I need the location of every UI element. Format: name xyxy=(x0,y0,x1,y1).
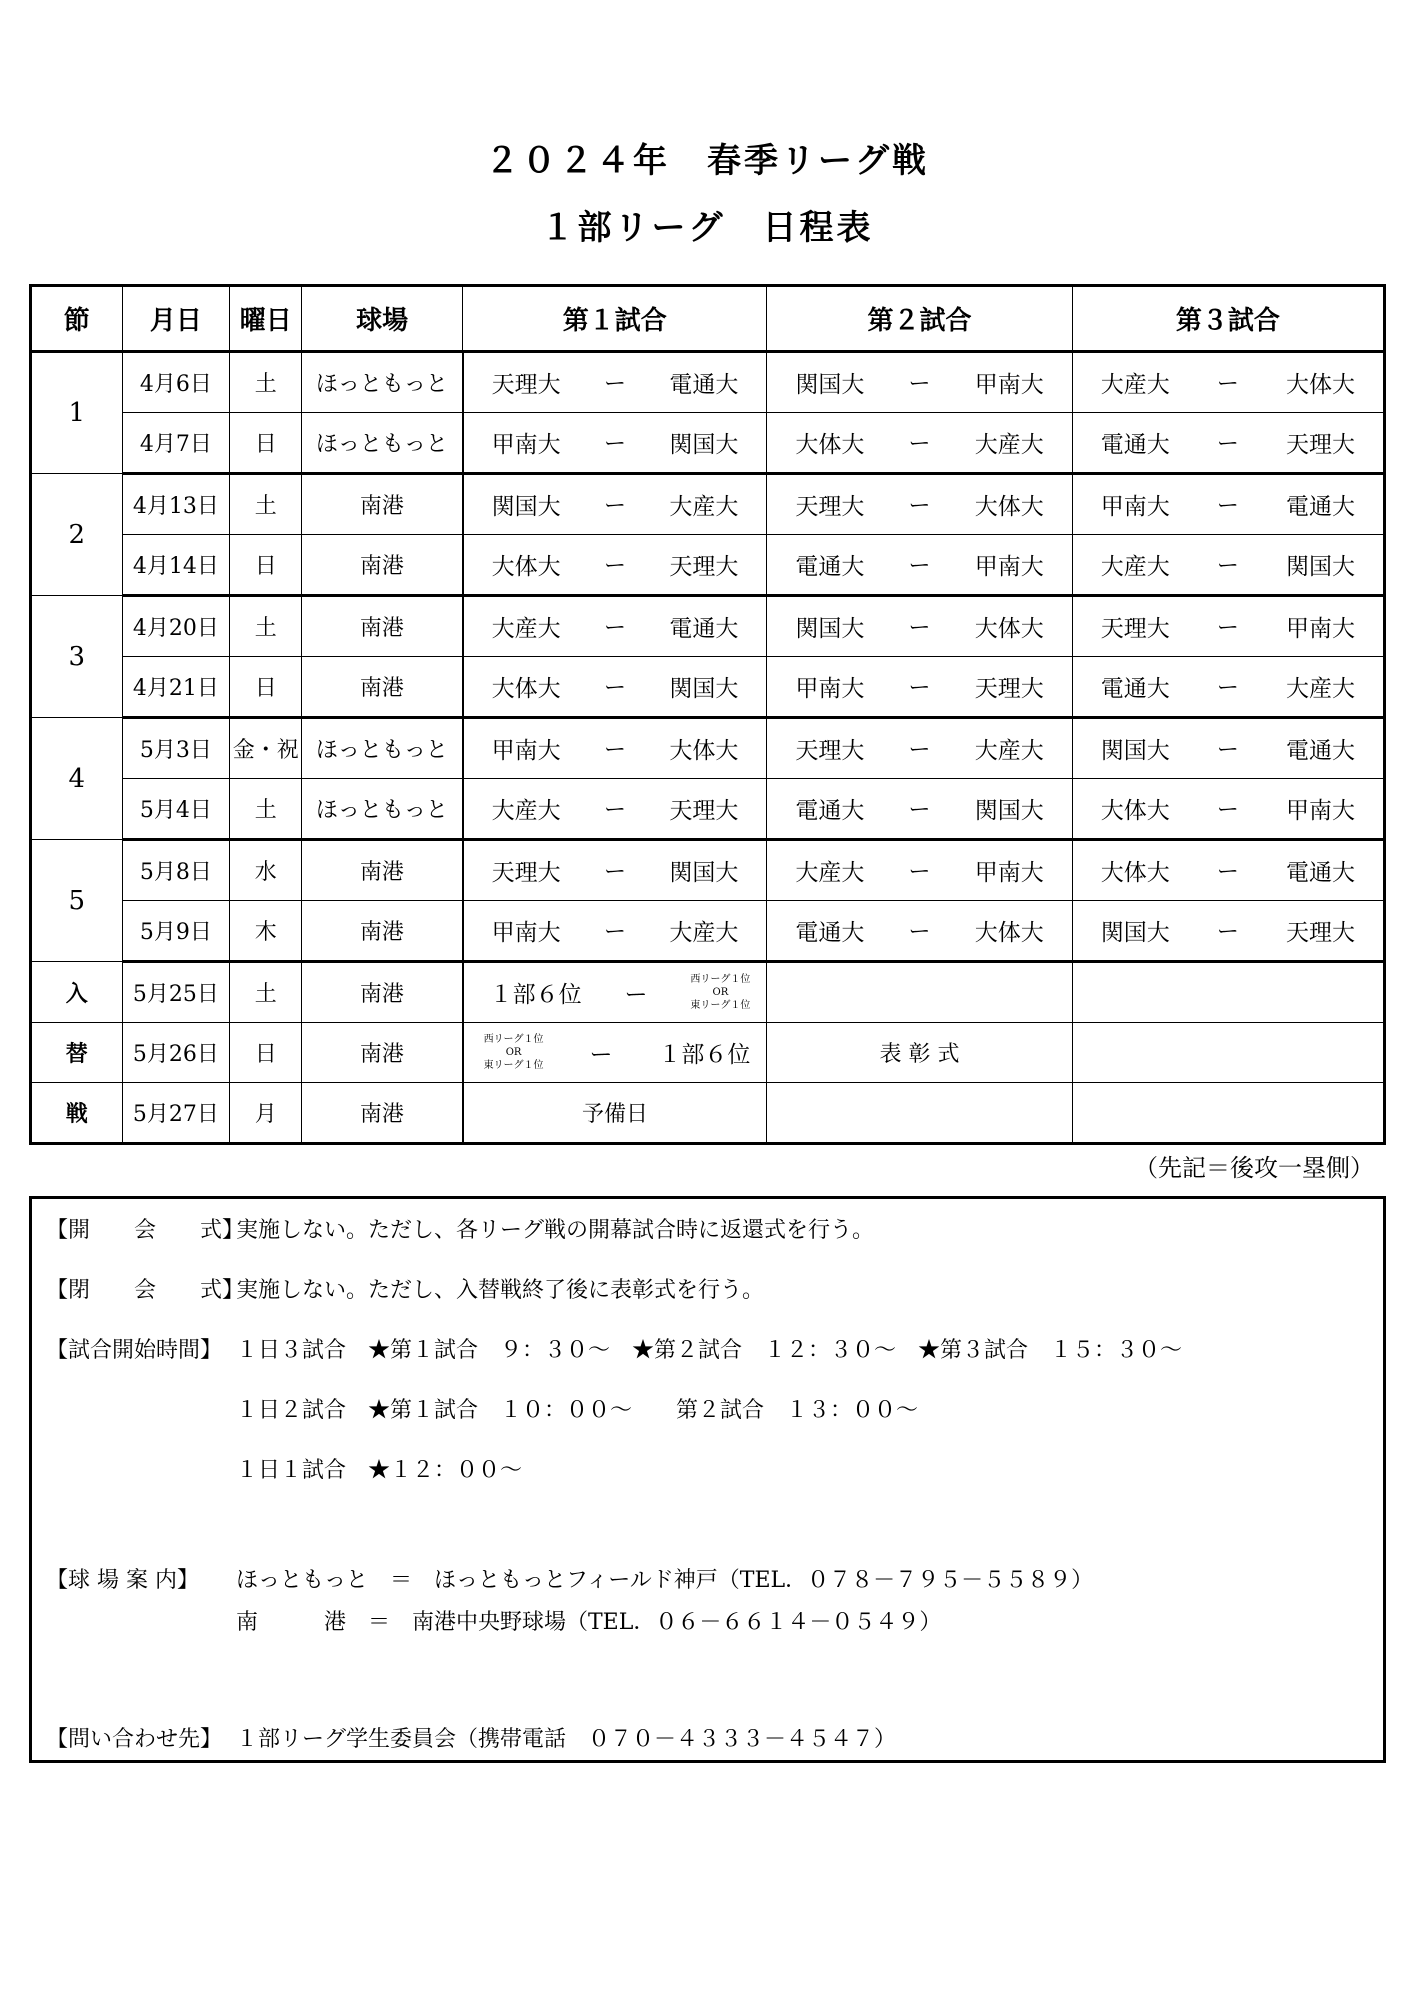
east-league-first: 東リーグ１位 xyxy=(690,1000,751,1011)
west-league-first: 西リーグ１位 xyxy=(483,1034,544,1045)
home-team: 大産大 xyxy=(491,616,561,642)
playoff-date: 5月27日 xyxy=(122,1083,230,1144)
vs-dash: ー xyxy=(908,494,931,519)
contact-text: １部リーグ学生委員会（携帯電話 ０７０－４３３３－４５４７） xyxy=(236,1727,897,1752)
home-team: 甲南大 xyxy=(795,676,865,702)
away-team: 大産大 xyxy=(974,738,1044,764)
table-row xyxy=(31,840,1385,901)
match-6-1 xyxy=(464,670,767,703)
table-row xyxy=(31,901,1385,962)
away-team: 天理大 xyxy=(1285,432,1355,458)
vs-dash: ー xyxy=(1216,738,1239,763)
game-1-cell xyxy=(463,596,767,657)
match-4-3 xyxy=(1073,548,1383,581)
match-dow: 水 xyxy=(230,840,302,901)
away-team: 関国大 xyxy=(669,860,739,886)
match-8-1 xyxy=(464,792,767,825)
contact-row xyxy=(46,1722,896,1753)
vs-dash: ー xyxy=(603,798,626,823)
match-venue: 南港 xyxy=(302,901,463,962)
opening-ceremony-row xyxy=(46,1213,874,1244)
vs-dash: ー xyxy=(1216,554,1239,579)
home-team: 関国大 xyxy=(1100,738,1170,764)
game-1-cell xyxy=(463,657,767,718)
game-3-cell xyxy=(1072,474,1384,535)
home-team: 大産大 xyxy=(1100,554,1170,580)
away-team: 関国大 xyxy=(1285,554,1355,580)
table-row xyxy=(31,352,1385,413)
opening-ceremony-text: 実施しない。ただし、各リーグ戦の開幕試合時に返還式を行う。 xyxy=(236,1218,875,1243)
playoff-venue: 南港 xyxy=(302,1023,463,1083)
vs-dash: ー xyxy=(908,676,931,701)
game-2-cell xyxy=(767,474,1072,535)
section-number: 4 xyxy=(31,718,123,840)
match-date: 4月21日 xyxy=(122,657,230,718)
match-venue: ほっともっと xyxy=(302,352,463,413)
match-venue: 南港 xyxy=(302,596,463,657)
header-venue: 球場 xyxy=(302,286,463,352)
playoff-date: 5月25日 xyxy=(122,962,230,1023)
home-team: 電通大 xyxy=(795,798,865,824)
away-team: 関国大 xyxy=(669,676,739,702)
playoff-game-cell xyxy=(463,1023,767,1083)
home-team: 天理大 xyxy=(1100,616,1170,642)
away-team: 大産大 xyxy=(1285,676,1355,702)
home-team: 大産大 xyxy=(491,798,561,824)
game-2-cell xyxy=(767,657,1072,718)
start-time-one-game: １日１試合 ★１２：００～ xyxy=(236,1458,523,1483)
match-date: 5月3日 xyxy=(122,718,230,779)
away-team: 大産大 xyxy=(669,494,739,520)
game-3-cell xyxy=(1072,352,1384,413)
table-header-row xyxy=(31,286,1385,352)
away-team: 電通大 xyxy=(669,372,739,398)
away-team: 大体大 xyxy=(974,920,1044,946)
playoff-dow: 日 xyxy=(230,1023,302,1083)
away-team: 電通大 xyxy=(1285,494,1355,520)
away-team: 天理大 xyxy=(1285,920,1355,946)
match-2-3 xyxy=(1073,426,1383,459)
game-1-cell xyxy=(463,779,767,840)
closing-ceremony-text: 実施しない。ただし、入替戦終了後に表彰式を行う。 xyxy=(236,1278,765,1303)
vs-dash: ー xyxy=(908,738,931,763)
game-2-cell xyxy=(767,596,1072,657)
match-dow: 土 xyxy=(230,596,302,657)
away-team: 電通大 xyxy=(1285,860,1355,886)
table-row xyxy=(31,657,1385,718)
away-team: 天理大 xyxy=(669,554,739,580)
game-2-cell xyxy=(767,901,1072,962)
match-dow: 日 xyxy=(230,535,302,596)
match-2-1 xyxy=(464,426,767,459)
vs-dash: ー xyxy=(603,738,626,763)
playoff-game2-cell xyxy=(767,962,1072,1023)
table-row xyxy=(31,779,1385,840)
match-dow: 土 xyxy=(230,474,302,535)
match-3-1 xyxy=(464,488,767,521)
info-box xyxy=(29,1196,1386,1763)
table-row xyxy=(31,596,1385,657)
game-3-cell xyxy=(1072,779,1384,840)
match-dow: 木 xyxy=(230,901,302,962)
section-number: 3 xyxy=(31,596,123,718)
away-team: 大産大 xyxy=(669,920,739,946)
match-venue: ほっともっと xyxy=(302,718,463,779)
header-dow: 曜日 xyxy=(230,286,302,352)
match-4-1 xyxy=(464,548,767,581)
match-3-2 xyxy=(767,488,1071,521)
vs-dash: ー xyxy=(603,616,626,641)
div1-sixth: １部６位 xyxy=(489,982,582,1008)
match-6-2 xyxy=(767,670,1071,703)
match-venue: 南港 xyxy=(302,840,463,901)
away-team: 天理大 xyxy=(669,798,739,824)
playoff-row xyxy=(31,1023,1385,1083)
match-venue: ほっともっと xyxy=(302,413,463,474)
home-team: 電通大 xyxy=(1100,432,1170,458)
match-10-3 xyxy=(1073,914,1383,947)
table-row xyxy=(31,535,1385,596)
playoff-game3-cell xyxy=(1072,1023,1384,1083)
match-10-2 xyxy=(767,914,1071,947)
away-team: 大体大 xyxy=(1285,372,1355,398)
match-date: 5月8日 xyxy=(122,840,230,901)
playoff-label-char: 戦 xyxy=(31,1083,123,1144)
match-date: 4月20日 xyxy=(122,596,230,657)
match-date: 4月6日 xyxy=(122,352,230,413)
vs-dash: ー xyxy=(1216,920,1239,945)
away-team: 関国大 xyxy=(669,432,739,458)
header-date: 月日 xyxy=(122,286,230,352)
match-4-2 xyxy=(767,548,1071,581)
vs-dash: ー xyxy=(603,920,626,945)
home-side-note: （先記＝後攻一塁側） xyxy=(1134,1154,1374,1182)
home-team: 天理大 xyxy=(795,738,865,764)
away-team: 電通大 xyxy=(669,616,739,642)
away-team: 電通大 xyxy=(1285,738,1355,764)
vs-dash: ー xyxy=(908,554,931,579)
game-2-cell xyxy=(767,779,1072,840)
match-2-2 xyxy=(767,426,1071,459)
match-8-3 xyxy=(1073,792,1383,825)
match-9-1 xyxy=(464,854,767,887)
match-dow: 土 xyxy=(230,779,302,840)
match-9-3 xyxy=(1073,854,1383,887)
home-team: 電通大 xyxy=(1100,676,1170,702)
match-7-1 xyxy=(464,732,767,765)
game-3-cell xyxy=(1072,901,1384,962)
home-team: 甲南大 xyxy=(491,920,561,946)
game-1-cell xyxy=(463,352,767,413)
start-time-label: 【試合開始時間】 xyxy=(46,1338,223,1363)
playoff-dow: 土 xyxy=(230,962,302,1023)
header-game1: 第１試合 xyxy=(463,286,767,352)
away-team: 甲南大 xyxy=(974,554,1044,580)
home-team: 関国大 xyxy=(491,494,561,520)
home-team: 甲南大 xyxy=(491,432,561,458)
vs-dash: ー xyxy=(1216,616,1239,641)
match-6-3 xyxy=(1073,670,1383,703)
match-date: 4月7日 xyxy=(122,413,230,474)
playoff-dow: 月 xyxy=(230,1083,302,1144)
home-team: 関国大 xyxy=(1100,920,1170,946)
away-team: 大体大 xyxy=(974,616,1044,642)
home-team: 天理大 xyxy=(491,372,561,398)
match-9-2 xyxy=(767,854,1071,887)
away-team: 甲南大 xyxy=(974,372,1044,398)
game-1-cell xyxy=(463,840,767,901)
away-team: 甲南大 xyxy=(974,860,1044,886)
venue-guide-label: 【球 場 案 内】 xyxy=(46,1568,199,1593)
game-1-cell xyxy=(463,901,767,962)
playoff-label-char: 入 xyxy=(31,962,123,1023)
playoff-row xyxy=(31,962,1385,1023)
venue-guide-nanko: 南 港 ＝ 南港中央野球場（TEL．０６－６６１４－０５４９） xyxy=(236,1610,942,1635)
away-team: 関国大 xyxy=(974,798,1044,824)
vs-dash: ー xyxy=(1216,372,1239,397)
home-team: 大体大 xyxy=(491,676,561,702)
home-team: 甲南大 xyxy=(491,738,561,764)
page-subtitle: １部リーグ 日程表 xyxy=(540,208,874,248)
home-team: 大体大 xyxy=(1100,798,1170,824)
vs-dash: ー xyxy=(1216,798,1239,823)
game-2-cell xyxy=(767,718,1072,779)
match-8-2 xyxy=(767,792,1071,825)
home-team: 関国大 xyxy=(795,372,865,398)
away-team: 大体大 xyxy=(974,494,1044,520)
away-team: 天理大 xyxy=(974,676,1044,702)
game-1-cell xyxy=(463,474,767,535)
match-date: 5月4日 xyxy=(122,779,230,840)
section-number: 5 xyxy=(31,840,123,962)
game-1-cell xyxy=(463,413,767,474)
home-team: 関国大 xyxy=(795,616,865,642)
game-3-cell xyxy=(1072,840,1384,901)
match-venue: ほっともっと xyxy=(302,779,463,840)
playoff-venue: 南港 xyxy=(302,1083,463,1144)
candidate-stack xyxy=(690,973,750,1012)
match-date: 5月9日 xyxy=(122,901,230,962)
playoff-label-char: 替 xyxy=(31,1023,123,1083)
match-5-2 xyxy=(767,610,1071,643)
playoff-game3-cell xyxy=(1072,962,1384,1023)
home-team: 天理大 xyxy=(491,860,561,886)
game-3-cell xyxy=(1072,596,1384,657)
game-2-cell xyxy=(767,413,1072,474)
match-venue: 南港 xyxy=(302,535,463,596)
vs-dash: ー xyxy=(603,432,626,457)
match-1-3 xyxy=(1073,366,1383,399)
award-ceremony: 表 彰 式 xyxy=(879,1042,960,1067)
home-team: 大体大 xyxy=(491,554,561,580)
vs-dash: ー xyxy=(624,982,648,1008)
match-10-1 xyxy=(464,914,767,947)
home-team: 電通大 xyxy=(795,554,865,580)
game-2-cell xyxy=(767,840,1072,901)
venue-guide-row xyxy=(46,1563,1093,1594)
playoff-date: 5月26日 xyxy=(122,1023,230,1083)
game-3-cell xyxy=(1072,413,1384,474)
table-row xyxy=(31,474,1385,535)
closing-ceremony-label: 【閉 会 式】 xyxy=(46,1278,245,1303)
match-1-1 xyxy=(464,366,767,399)
game-2-cell xyxy=(767,352,1072,413)
start-time-row xyxy=(46,1333,1182,1364)
vs-dash: ー xyxy=(908,616,931,641)
vs-dash: ー xyxy=(603,554,626,579)
reserve-day: 予備日 xyxy=(581,1102,648,1127)
page-title: ２０２４年 春季リーグ戦 xyxy=(485,141,929,181)
game-3-cell xyxy=(1072,535,1384,596)
home-team: 大体大 xyxy=(795,432,865,458)
or-text: OR xyxy=(712,987,729,998)
vs-dash: ー xyxy=(603,494,626,519)
away-team: 甲南大 xyxy=(1285,616,1355,642)
playoff-row xyxy=(31,1083,1385,1144)
header-game2: 第２試合 xyxy=(767,286,1072,352)
match-7-3 xyxy=(1073,732,1383,765)
home-team: 甲南大 xyxy=(1100,494,1170,520)
match-1-2 xyxy=(767,366,1071,399)
home-team: 大産大 xyxy=(795,860,865,886)
opening-ceremony-label: 【開 会 式】 xyxy=(46,1218,245,1243)
match-7-2 xyxy=(767,732,1071,765)
vs-dash: ー xyxy=(603,860,626,885)
game-1-cell xyxy=(463,718,767,779)
header-section: 節 xyxy=(31,286,123,352)
playoff-game-cell xyxy=(463,962,767,1023)
vs-dash: ー xyxy=(603,676,626,701)
match-5-3 xyxy=(1073,610,1383,643)
vs-dash: ー xyxy=(589,1042,613,1068)
match-dow: 土 xyxy=(230,352,302,413)
playoff-game2-cell xyxy=(767,1083,1072,1144)
or-text: OR xyxy=(505,1047,522,1058)
vs-dash: ー xyxy=(603,372,626,397)
home-team: 天理大 xyxy=(795,494,865,520)
vs-dash: ー xyxy=(1216,860,1239,885)
home-team: 電通大 xyxy=(795,920,865,946)
east-league-first: 東リーグ１位 xyxy=(483,1060,544,1071)
match-date: 4月14日 xyxy=(122,535,230,596)
match-dow: 金・祝 xyxy=(230,718,302,779)
match-5-1 xyxy=(464,610,767,643)
vs-dash: ー xyxy=(908,860,931,885)
table-row xyxy=(31,718,1385,779)
playoff-venue: 南港 xyxy=(302,962,463,1023)
match-3-3 xyxy=(1073,488,1383,521)
start-time-two-games: １日２試合 ★第１試合 １０：００～ 第２試合 １３：００～ xyxy=(236,1398,919,1423)
candidate-stack xyxy=(484,1033,544,1072)
div1-sixth: １部６位 xyxy=(658,1042,751,1068)
match-date: 4月13日 xyxy=(122,474,230,535)
playoff-game-cell xyxy=(463,1083,767,1144)
section-number: 1 xyxy=(31,352,123,474)
closing-ceremony-row xyxy=(46,1273,764,1304)
game-3-cell xyxy=(1072,657,1384,718)
vs-dash: ー xyxy=(908,432,931,457)
game-1-cell xyxy=(463,535,767,596)
match-venue: 南港 xyxy=(302,657,463,718)
vs-dash: ー xyxy=(1216,494,1239,519)
start-time-three-games: １日３試合 ★第１試合 ９：３０～ ★第２試合 １２：３０～ ★第３試合 １５：３０～ xyxy=(236,1338,1183,1363)
playoff-game2-cell xyxy=(767,1023,1072,1083)
game-2-cell xyxy=(767,535,1072,596)
schedule-table xyxy=(29,284,1386,1145)
match-venue: 南港 xyxy=(302,474,463,535)
home-team: 大体大 xyxy=(1100,860,1170,886)
table-row xyxy=(31,413,1385,474)
vs-dash: ー xyxy=(1216,432,1239,457)
match-dow: 日 xyxy=(230,413,302,474)
home-team: 大産大 xyxy=(1100,372,1170,398)
match-dow: 日 xyxy=(230,657,302,718)
playoff-game3-cell xyxy=(1072,1083,1384,1144)
vs-dash: ー xyxy=(908,798,931,823)
vs-dash: ー xyxy=(1216,676,1239,701)
section-number: 2 xyxy=(31,474,123,596)
vs-dash: ー xyxy=(908,372,931,397)
venue-guide-hottomotto: ほっともっと ＝ ほっともっとフィールド神戸（TEL．０７８－７９５－５５８９） xyxy=(236,1568,1094,1593)
game-3-cell xyxy=(1072,718,1384,779)
contact-label: 【問い合わせ先】 xyxy=(46,1727,223,1752)
west-league-first: 西リーグ１位 xyxy=(690,974,751,985)
away-team: 大産大 xyxy=(974,432,1044,458)
away-team: 甲南大 xyxy=(1285,798,1355,824)
away-team: 大体大 xyxy=(669,738,739,764)
header-game3: 第３試合 xyxy=(1072,286,1384,352)
vs-dash: ー xyxy=(908,920,931,945)
